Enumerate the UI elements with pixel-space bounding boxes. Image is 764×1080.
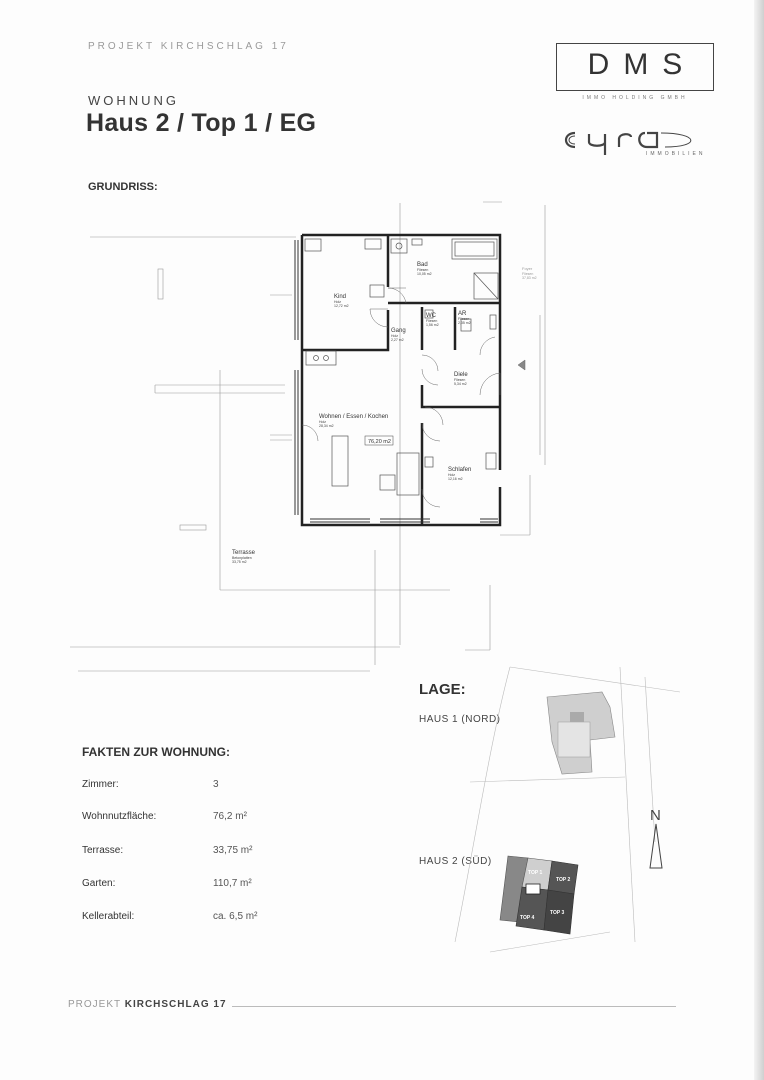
floorplan-furniture [305, 239, 498, 495]
fact-value-terrasse: 33,75 m² [213, 845, 253, 856]
room-detail-diele: Fliesen [454, 378, 466, 382]
room-area-diele: 5,34 m2 [454, 382, 467, 386]
room-area-kind: 12,72 m2 [334, 304, 349, 308]
fact-label-wohnnutzflaeche: Wohnnutzfläche: [82, 811, 157, 822]
fact-label-kellerabteil: Kellerabteil: [82, 911, 135, 922]
room-area-wc: 1,56 m2 [426, 323, 439, 327]
room-name-terrasse: Terrasse [232, 550, 256, 556]
room-detail-terrasse: Betonplatten [232, 556, 252, 560]
room-area-terrasse: 33,75 m2 [232, 560, 247, 564]
room-name-foyer: Foyer [522, 266, 533, 271]
room-name-wohnen: Wohnen / Essen / Kochen [319, 414, 389, 420]
room-detail-foyer: Fliesen [522, 272, 534, 276]
floorplan-heading: GRUNDRISS: [88, 181, 158, 193]
room-area-foyer: 37,83 m2 [522, 276, 537, 280]
room-name-wc: WC [426, 313, 436, 319]
top-1-label: TOP 1 [528, 870, 543, 876]
page-edge-shadow [754, 0, 764, 1080]
footer-prefix: PROJEKT [68, 999, 121, 1010]
page-title: Haus 2 / Top 1 / EG [86, 109, 317, 137]
floorplan-doors [302, 288, 525, 507]
room-name-schlafen: Schlafen [448, 467, 472, 473]
room-detail-gang: Holz [391, 334, 399, 338]
room-name-bad: Bad [417, 262, 428, 268]
top-2-label: TOP 2 [556, 877, 571, 883]
footer-project-name: KIRCHSCHLAG 17 [124, 999, 227, 1010]
cyra-logo-subtitle: IMMOBILIEN [646, 151, 706, 157]
floorplan-site-lines [70, 202, 545, 671]
room-area-gang: 2,27 m2 [391, 338, 404, 342]
dms-logo-text: DMS [587, 48, 697, 81]
room-detail-wohnen: Holz [319, 420, 327, 424]
floorplan-windows [295, 240, 498, 522]
haus1-label: HAUS 1 (NORD) [419, 714, 501, 725]
top-3-label: TOP 3 [550, 910, 565, 916]
north-arrow [650, 807, 662, 868]
site-plan [450, 662, 690, 962]
haus2-building [500, 856, 578, 934]
room-detail-bad: Fliesen [417, 268, 429, 272]
dms-logo-subtitle [556, 86, 714, 104]
room-name-ar: AR [458, 311, 467, 317]
footer-divider [232, 1006, 676, 1007]
room-area-wohnen: 28,34 m2 [319, 424, 334, 428]
fact-value-garten: 110,7 m² [213, 878, 252, 889]
project-name-header: PROJEKT KIRCHSCHLAG 17 [88, 41, 289, 52]
location-heading: LAGE: [419, 681, 466, 698]
fact-value-wohnnutzflaeche: 76,2 m² [213, 811, 247, 822]
room-detail-ar: Fliesen [458, 317, 470, 321]
footer-project [68, 999, 227, 1010]
haus2-label: HAUS 2 (SÜD) [419, 856, 492, 867]
foyer-label [522, 266, 537, 280]
room-name-gang: Gang [391, 328, 406, 334]
fact-label-zimmer: Zimmer: [82, 779, 119, 790]
top-4-label: TOP 4 [520, 915, 535, 921]
facts-heading: FAKTEN ZUR WOHNUNG: [82, 745, 230, 759]
fact-label-garten: Garten: [82, 878, 116, 889]
room-name-diele: Diele [454, 372, 468, 378]
dms-logo-subtitle-text: IMMO HOLDING GMBH [577, 95, 692, 101]
room-area-ar: 2,35 m2 [458, 321, 471, 325]
fact-value-kellerabteil: ca. 6,5 m² [213, 911, 258, 922]
fact-label-terrasse: Terrasse: [82, 845, 124, 856]
room-name-kind: Kind [334, 294, 347, 300]
room-area-bad: 10,05 m2 [417, 272, 432, 276]
haus1-building [547, 692, 615, 774]
fact-value-zimmer: 3 [213, 779, 219, 790]
room-detail-schlafen: Holz [448, 473, 456, 477]
north-arrow-label: N [650, 807, 661, 824]
total-area-value: 76,20 m2 [368, 439, 391, 445]
floorplan-drawing [70, 195, 560, 680]
room-detail-kind: Holz [334, 300, 342, 304]
room-area-schlafen: 12,16 m2 [448, 477, 463, 481]
category-label: WOHNUNG [88, 93, 180, 108]
room-detail-wc: Fliesen [426, 319, 438, 323]
